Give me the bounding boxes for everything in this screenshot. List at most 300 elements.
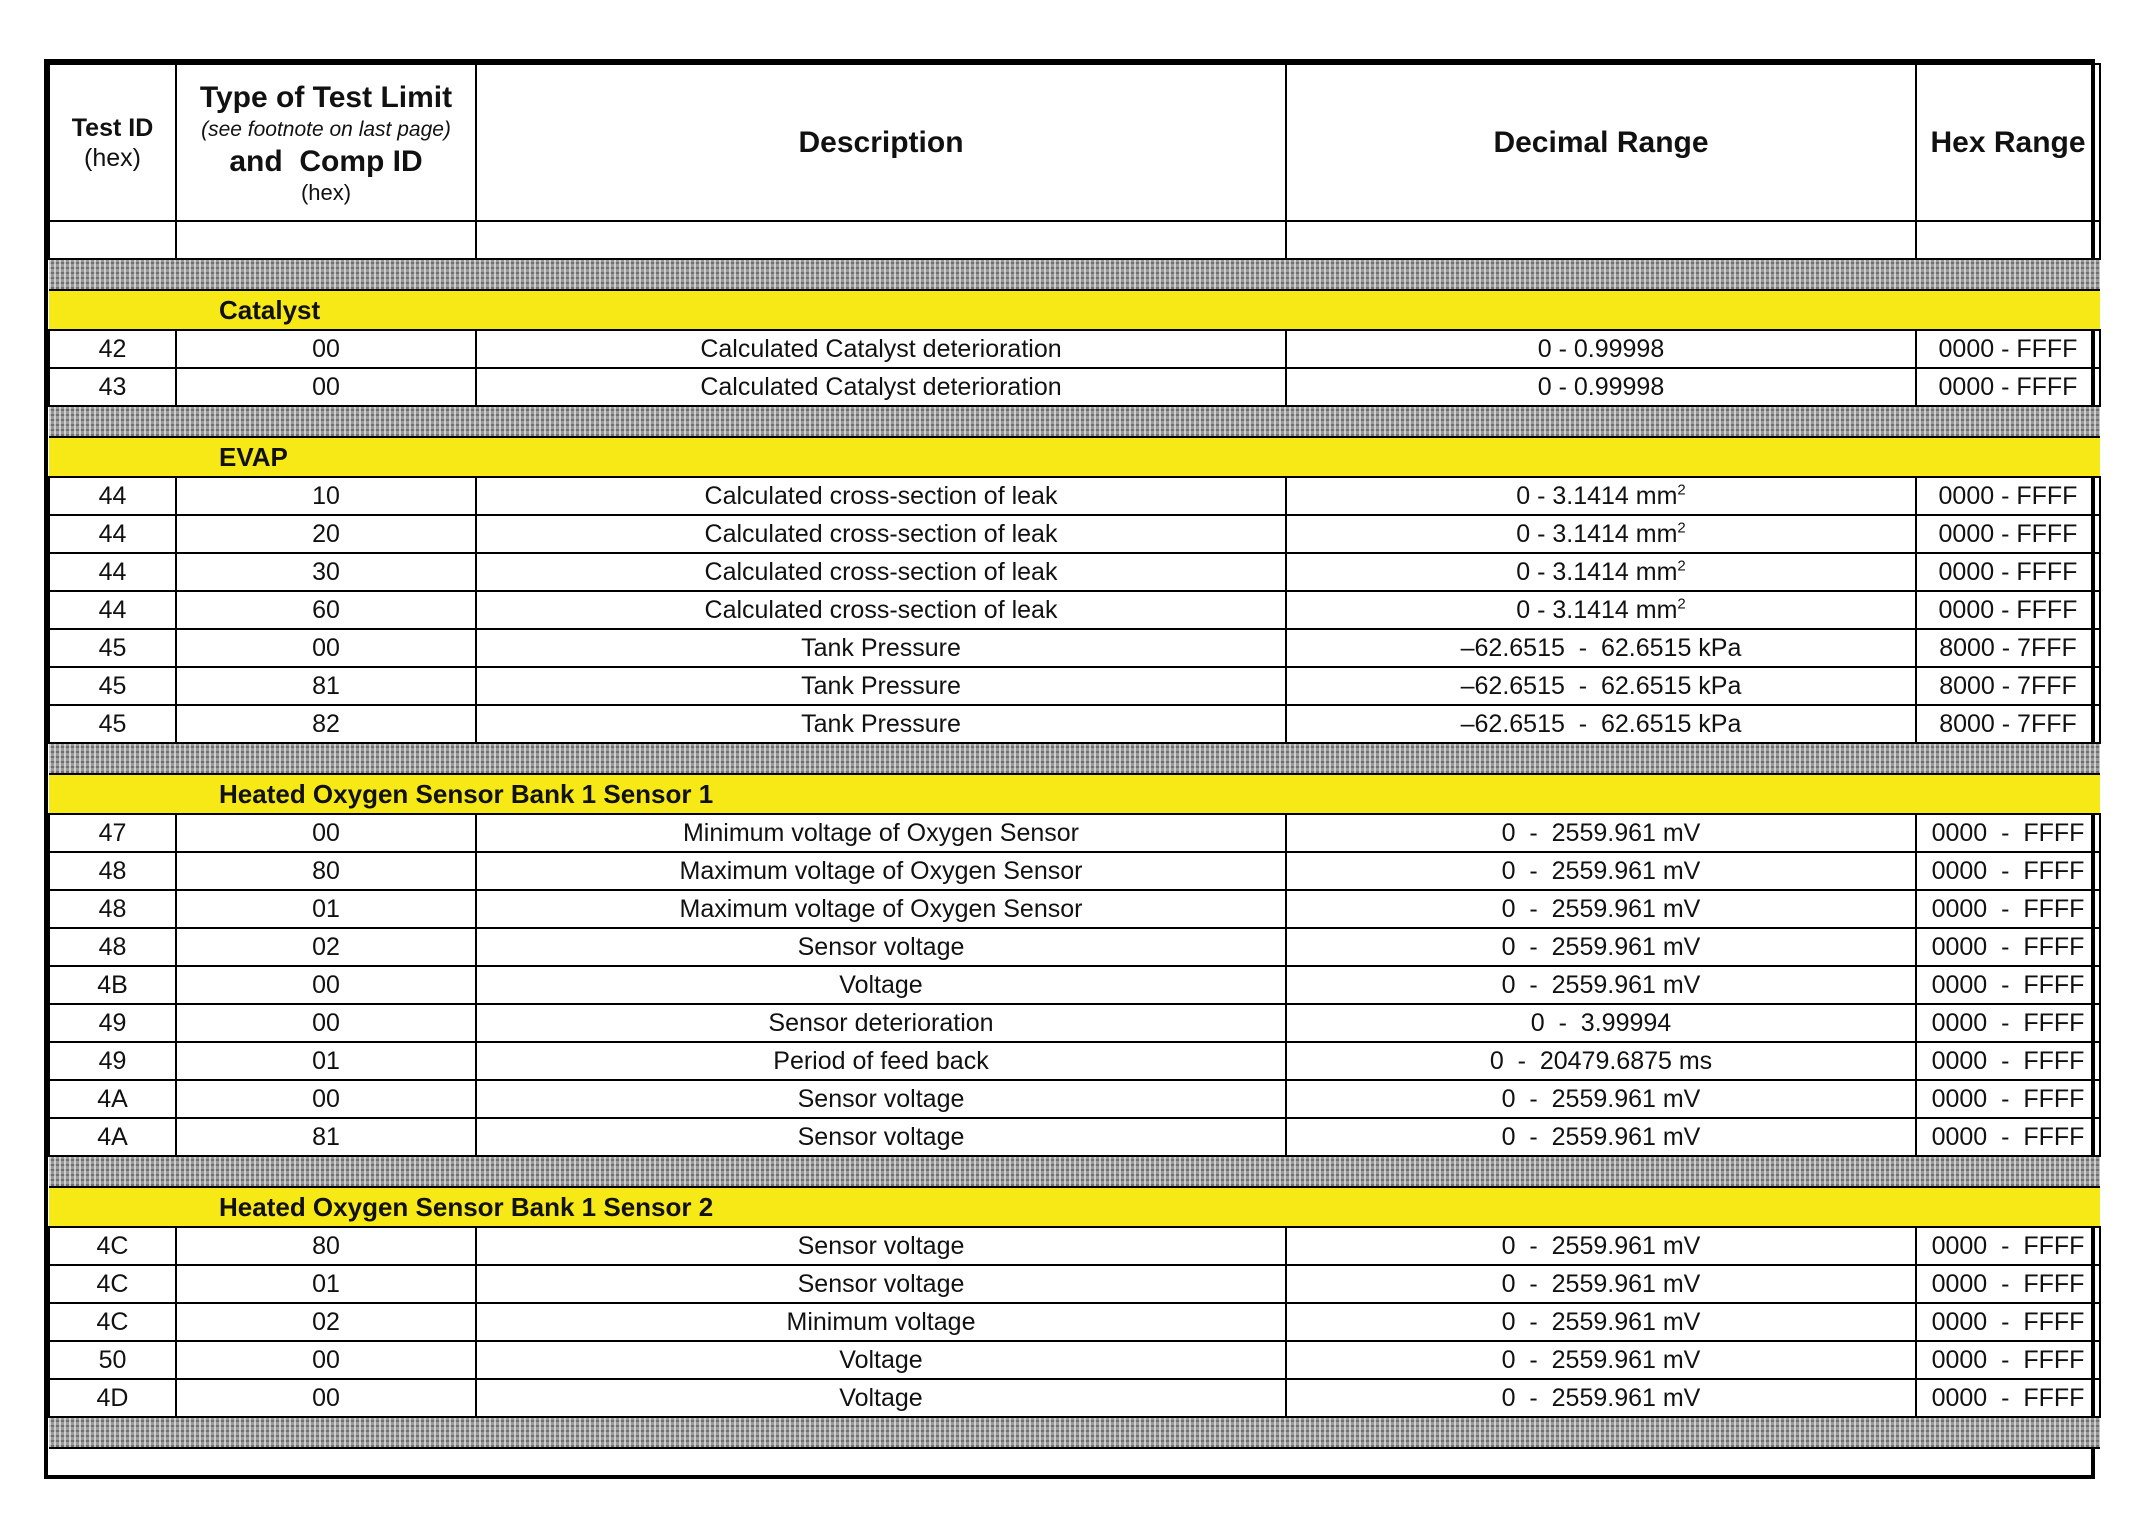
cell-hex-range <box>1916 629 2100 667</box>
cell-test-id <box>49 966 176 1004</box>
cell-decimal-range-text: –62.6515 - 62.6515 kPa <box>1460 672 1742 700</box>
cell-comp-id-text: 00 <box>312 1346 340 1374</box>
cell-test-id <box>49 1341 176 1379</box>
unit-superscript: 2 <box>1677 595 1686 613</box>
table-row <box>49 515 2100 553</box>
cell-hex-range-text: 0000 - FFFF <box>1938 520 2078 548</box>
cell-hex-range-text: 8000 - 7FFF <box>1939 710 2077 738</box>
cell-description-text: Calculated cross-section of leak <box>704 520 1058 548</box>
cell-description-text: Calculated cross-section of leak <box>704 482 1058 510</box>
cell-decimal-range-text: 0 - 2559.961 mV <box>1501 933 1701 961</box>
col-header-description: Description <box>476 64 1286 221</box>
cell-description-text: Tank Pressure <box>801 634 961 662</box>
table-row <box>49 667 2100 705</box>
cell-decimal-range <box>1286 667 1916 705</box>
unit-superscript: 2 <box>1677 481 1686 499</box>
col-header-type-comp-id <box>176 64 476 221</box>
section-header-row <box>49 437 2100 477</box>
cell-description-text: Calculated Catalyst deterioration <box>700 373 1062 401</box>
cell-hex-range-text: 0000 - FFFF <box>1938 335 2078 363</box>
table-row <box>49 705 2100 743</box>
cell-hex-range-text: 0000 - FFFF <box>1931 857 2085 885</box>
cell-test-id <box>49 1080 176 1118</box>
cell-decimal-range <box>1286 1118 1916 1156</box>
cell-test-id-text: 48 <box>98 895 127 923</box>
table-row <box>49 814 2100 852</box>
cell-comp-id-text: 00 <box>312 971 340 999</box>
cell-test-id <box>49 890 176 928</box>
cell-decimal-range-text: 0 - 2559.961 mV <box>1501 1085 1701 1113</box>
cell-comp-id-text: 02 <box>312 933 340 961</box>
test-limit-table-frame <box>44 59 2095 1479</box>
cell-decimal-range <box>1286 928 1916 966</box>
cell-description-text: Voltage <box>839 1384 923 1412</box>
cell-hex-range <box>1916 1042 2100 1080</box>
table-row <box>49 330 2100 368</box>
cell-decimal-range <box>1286 368 1916 406</box>
section-title: EVAP <box>219 441 288 472</box>
test-id-label: Test ID <box>71 113 154 142</box>
cell-comp-id-text: 81 <box>312 1123 340 1151</box>
cell-description <box>476 852 1286 890</box>
table-row <box>49 928 2100 966</box>
cell-test-id-text: 42 <box>98 335 127 363</box>
cell-hex-range <box>1916 1118 2100 1156</box>
cell-comp-id-text: 80 <box>312 1232 340 1260</box>
cell-hex-range-text: 0000 - FFFF <box>1931 933 2085 961</box>
separator-cell <box>49 743 2100 774</box>
cell-test-id-text: 45 <box>98 634 127 662</box>
cell-test-id-text: 49 <box>98 1009 127 1037</box>
cell-description <box>476 1341 1286 1379</box>
table-row <box>49 852 2100 890</box>
cell-hex-range <box>1916 667 2100 705</box>
cell-description <box>476 1265 1286 1303</box>
cell-comp-id <box>176 591 476 629</box>
cell-comp-id-text: 01 <box>312 1270 340 1298</box>
table-row <box>49 368 2100 406</box>
separator-bar <box>49 1417 2100 1448</box>
cell-test-id <box>49 1227 176 1265</box>
cell-test-id <box>49 330 176 368</box>
cell-hex-range <box>1916 1379 2100 1417</box>
cell-description <box>476 1042 1286 1080</box>
table-row <box>49 1042 2100 1080</box>
test-id-sub: (hex) <box>84 143 141 172</box>
cell-description <box>476 890 1286 928</box>
col-header-hex-range: Hex Range <box>1916 64 2100 221</box>
cell-test-id-text: 4A <box>97 1085 128 1113</box>
cell-hex-range <box>1916 852 2100 890</box>
col-header-decimal-range: Decimal Range <box>1286 64 1916 221</box>
cell-comp-id <box>176 705 476 743</box>
table-row <box>49 1227 2100 1265</box>
cell-decimal-range-text: 0 - 2559.961 mV <box>1501 895 1701 923</box>
cell-description-text: Calculated cross-section of leak <box>704 596 1058 624</box>
table-row <box>49 1004 2100 1042</box>
section-header-cell <box>49 290 2100 330</box>
cell-comp-id-text: 00 <box>312 1384 340 1412</box>
cell-decimal-range <box>1286 814 1916 852</box>
cell-test-id-text: 49 <box>98 1047 127 1075</box>
cell-hex-range <box>1916 553 2100 591</box>
cell-hex-range-text: 0000 - FFFF <box>1931 1009 2085 1037</box>
cell-description <box>476 1227 1286 1265</box>
cell-decimal-range-text: 0 - 2559.961 mV <box>1501 971 1701 999</box>
cell-description-text: Maximum voltage of Oxygen Sensor <box>679 857 1083 885</box>
cell-decimal-range <box>1286 553 1916 591</box>
cell-comp-id-text: 00 <box>312 335 340 363</box>
cell-comp-id <box>176 852 476 890</box>
cell-description <box>476 966 1286 1004</box>
cell-decimal-range-text: 0 - 20479.6875 ms <box>1489 1047 1713 1075</box>
cell-decimal-range-text: 0 - 2559.961 mV <box>1501 1232 1701 1260</box>
cell-description-text: Maximum voltage of Oxygen Sensor <box>679 895 1083 923</box>
cell-comp-id-text: 00 <box>312 373 340 401</box>
cell-hex-range <box>1916 1341 2100 1379</box>
cell-description <box>476 1379 1286 1417</box>
cell-test-id <box>49 852 176 890</box>
cell-decimal-range <box>1286 705 1916 743</box>
cell-decimal-range <box>1286 330 1916 368</box>
cell-description-text: Sensor voltage <box>797 1270 965 1298</box>
cell-decimal-range-text: 0 - 0.99998 <box>1537 335 1665 363</box>
cell-comp-id-text: 81 <box>312 672 340 700</box>
cell-test-id <box>49 591 176 629</box>
cell-decimal-range-text: 0 - 2559.961 mV <box>1501 857 1701 885</box>
cell-comp-id-text: 00 <box>312 819 340 847</box>
cell-description <box>476 667 1286 705</box>
cell-test-id-text: 44 <box>98 520 127 548</box>
cell-hex-range <box>1916 890 2100 928</box>
cell-decimal-range-text: 0 - 3.1414 mm <box>1516 520 1678 548</box>
cell-decimal-range-text: 0 - 2559.961 mV <box>1501 1270 1701 1298</box>
section-header-row <box>49 1187 2100 1227</box>
cell-test-id <box>49 705 176 743</box>
cell-comp-id <box>176 814 476 852</box>
cell-description-text: Minimum voltage <box>786 1308 976 1336</box>
cell-test-id-text: 45 <box>98 710 127 738</box>
cell-test-id <box>49 1265 176 1303</box>
cell-test-id-text: 4C <box>96 1232 129 1260</box>
cell-decimal-range <box>1286 477 1916 515</box>
cell-hex-range <box>1916 1227 2100 1265</box>
cell-description <box>476 629 1286 667</box>
table-row <box>49 553 2100 591</box>
table-row <box>49 1379 2100 1417</box>
section-title: Heated Oxygen Sensor Bank 1 Sensor 2 <box>219 1191 714 1222</box>
cell-comp-id <box>176 966 476 1004</box>
cell-description <box>476 928 1286 966</box>
blank-cell <box>49 221 176 259</box>
cell-description <box>476 1118 1286 1156</box>
test-limit-table <box>48 63 2101 1449</box>
cell-hex-range-text: 0000 - FFFF <box>1938 482 2078 510</box>
cell-comp-id <box>176 1227 476 1265</box>
cell-hex-range <box>1916 591 2100 629</box>
cell-hex-range-text: 0000 - FFFF <box>1938 596 2078 624</box>
cell-test-id <box>49 368 176 406</box>
cell-comp-id-text: 82 <box>312 710 340 738</box>
cell-comp-id-text: 80 <box>312 857 340 885</box>
cell-hex-range-text: 8000 - 7FFF <box>1939 634 2077 662</box>
cell-hex-range <box>1916 477 2100 515</box>
cell-comp-id <box>176 928 476 966</box>
cell-comp-id <box>176 1080 476 1118</box>
cell-test-id-text: 4B <box>97 971 128 999</box>
cell-description <box>476 1004 1286 1042</box>
cell-comp-id <box>176 667 476 705</box>
cell-description <box>476 591 1286 629</box>
cell-test-id-text: 50 <box>98 1346 127 1374</box>
blank-cell <box>176 221 476 259</box>
table-row <box>49 1341 2100 1379</box>
table-header-row <box>49 64 2100 221</box>
cell-description-text: Calculated cross-section of leak <box>704 558 1058 586</box>
cell-hex-range-text: 0000 - FFFF <box>1931 1384 2085 1412</box>
cell-description-text: Tank Pressure <box>801 672 961 700</box>
cell-comp-id-text: 02 <box>312 1308 340 1336</box>
cell-test-id-text: 4A <box>97 1123 128 1151</box>
blank-row <box>49 221 2100 259</box>
cell-hex-range <box>1916 330 2100 368</box>
cell-description-text: Minimum voltage of Oxygen Sensor <box>682 819 1079 847</box>
cell-hex-range-text: 0000 - FFFF <box>1938 373 2078 401</box>
cell-decimal-range <box>1286 1080 1916 1118</box>
cell-test-id-text: 47 <box>98 819 127 847</box>
separator-cell <box>49 1156 2100 1187</box>
cell-description <box>476 330 1286 368</box>
cell-comp-id <box>176 1042 476 1080</box>
cell-comp-id-text: 30 <box>312 558 340 586</box>
comp-id-label: and Comp ID <box>229 144 423 178</box>
cell-description <box>476 705 1286 743</box>
cell-hex-range-text: 0000 - FFFF <box>1931 1123 2085 1151</box>
cell-decimal-range <box>1286 1042 1916 1080</box>
cell-comp-id <box>176 1379 476 1417</box>
cell-hex-range-text: 8000 - 7FFF <box>1939 672 2077 700</box>
cell-test-id-text: 4D <box>96 1384 129 1412</box>
cell-decimal-range-text: 0 - 2559.961 mV <box>1501 1384 1701 1412</box>
table-row <box>49 1118 2100 1156</box>
cell-hex-range-text: 0000 - FFFF <box>1931 1047 2085 1075</box>
cell-test-id <box>49 667 176 705</box>
cell-decimal-range <box>1286 852 1916 890</box>
cell-decimal-range <box>1286 1379 1916 1417</box>
cell-hex-range <box>1916 1265 2100 1303</box>
cell-description <box>476 368 1286 406</box>
cell-comp-id <box>176 629 476 667</box>
cell-description-text: Sensor voltage <box>797 1232 965 1260</box>
cell-test-id-text: 43 <box>98 373 127 401</box>
cell-hex-range <box>1916 1004 2100 1042</box>
cell-comp-id <box>176 1303 476 1341</box>
cell-test-id <box>49 515 176 553</box>
table-row <box>49 1303 2100 1341</box>
cell-hex-range <box>1916 966 2100 1004</box>
cell-test-id-text: 44 <box>98 596 127 624</box>
cell-test-id-text: 48 <box>98 857 127 885</box>
cell-decimal-range <box>1286 1227 1916 1265</box>
cell-description <box>476 515 1286 553</box>
separator-bar <box>49 743 2100 774</box>
cell-hex-range <box>1916 705 2100 743</box>
cell-test-id-text: 48 <box>98 933 127 961</box>
cell-comp-id-text: 20 <box>312 520 340 548</box>
cell-description-text: Sensor voltage <box>797 1085 965 1113</box>
blank-cell <box>476 221 1286 259</box>
cell-decimal-range <box>1286 1341 1916 1379</box>
type-label: Type of Test Limit <box>199 80 453 114</box>
blank-cell <box>1286 221 1916 259</box>
cell-hex-range-text: 0000 - FFFF <box>1931 1270 2085 1298</box>
cell-test-id-text: 4C <box>96 1270 129 1298</box>
section-header-cell <box>49 1187 2100 1227</box>
cell-description <box>476 814 1286 852</box>
cell-comp-id <box>176 1341 476 1379</box>
cell-comp-id-text: 60 <box>312 596 340 624</box>
cell-hex-range-text: 0000 - FFFF <box>1938 558 2078 586</box>
cell-hex-range <box>1916 814 2100 852</box>
separator-cell <box>49 259 2100 290</box>
table-row <box>49 966 2100 1004</box>
cell-decimal-range-text: –62.6515 - 62.6515 kPa <box>1460 710 1742 738</box>
table-row <box>49 890 2100 928</box>
cell-hex-range-text: 0000 - FFFF <box>1931 1085 2085 1113</box>
cell-decimal-range-text: 0 - 3.1414 mm <box>1516 558 1678 586</box>
table-row <box>49 629 2100 667</box>
section-header-row <box>49 774 2100 814</box>
cell-test-id <box>49 1379 176 1417</box>
cell-comp-id <box>176 553 476 591</box>
cell-description-text: Period of feed back <box>773 1047 989 1075</box>
cell-description <box>476 1303 1286 1341</box>
cell-description-text: Sensor voltage <box>797 1123 965 1151</box>
cell-hex-range <box>1916 1303 2100 1341</box>
cell-comp-id <box>176 330 476 368</box>
cell-test-id <box>49 1118 176 1156</box>
cell-decimal-range-text: 0 - 3.1414 mm <box>1516 482 1678 510</box>
type-footnote: (see footnote on last page) <box>201 117 451 141</box>
separator-bar <box>49 406 2100 437</box>
cell-decimal-range-text: 0 - 2559.961 mV <box>1501 1308 1701 1336</box>
cell-description-text: Voltage <box>839 1346 923 1374</box>
cell-decimal-range <box>1286 629 1916 667</box>
table-row <box>49 477 2100 515</box>
cell-hex-range <box>1916 928 2100 966</box>
cell-comp-id-text: 00 <box>312 1009 340 1037</box>
cell-decimal-range <box>1286 1265 1916 1303</box>
cell-test-id-text: 44 <box>98 558 127 586</box>
cell-description-text: Voltage <box>839 971 923 999</box>
cell-test-id-text: 44 <box>98 482 127 510</box>
separator-cell <box>49 1417 2100 1448</box>
cell-hex-range <box>1916 515 2100 553</box>
section-header-cell <box>49 437 2100 477</box>
cell-comp-id-text: 10 <box>312 482 340 510</box>
cell-test-id <box>49 1004 176 1042</box>
cell-decimal-range-text: 0 - 3.1414 mm <box>1516 596 1678 624</box>
cell-test-id <box>49 928 176 966</box>
cell-comp-id <box>176 1004 476 1042</box>
cell-comp-id-text: 01 <box>312 1047 340 1075</box>
cell-decimal-range <box>1286 890 1916 928</box>
cell-comp-id-text: 01 <box>312 895 340 923</box>
cell-decimal-range <box>1286 591 1916 629</box>
cell-hex-range <box>1916 368 2100 406</box>
cell-comp-id <box>176 1265 476 1303</box>
cell-comp-id <box>176 477 476 515</box>
cell-hex-range-text: 0000 - FFFF <box>1931 1308 2085 1336</box>
cell-decimal-range <box>1286 966 1916 1004</box>
cell-hex-range-text: 0000 - FFFF <box>1931 819 2085 847</box>
section-title: Heated Oxygen Sensor Bank 1 Sensor 1 <box>219 778 714 809</box>
cell-hex-range-text: 0000 - FFFF <box>1931 1346 2085 1374</box>
cell-decimal-range <box>1286 1303 1916 1341</box>
cell-decimal-range-text: 0 - 2559.961 mV <box>1501 819 1701 847</box>
cell-test-id <box>49 477 176 515</box>
cell-description <box>476 1080 1286 1118</box>
table-body <box>49 259 2100 1448</box>
cell-test-id-text: 45 <box>98 672 127 700</box>
cell-comp-id <box>176 1118 476 1156</box>
cell-description <box>476 553 1286 591</box>
cell-decimal-range-text: 0 - 2559.961 mV <box>1501 1346 1701 1374</box>
cell-test-id <box>49 814 176 852</box>
cell-description-text: Calculated Catalyst deterioration <box>700 335 1062 363</box>
table-row <box>49 1080 2100 1118</box>
comp-id-sub: (hex) <box>300 179 352 205</box>
cell-description-text: Sensor deterioration <box>768 1009 994 1037</box>
section-header-cell <box>49 774 2100 814</box>
cell-hex-range-text: 0000 - FFFF <box>1931 1232 2085 1260</box>
cell-test-id <box>49 629 176 667</box>
cell-decimal-range-text: –62.6515 - 62.6515 kPa <box>1460 634 1742 662</box>
unit-superscript: 2 <box>1677 557 1686 575</box>
cell-description <box>476 477 1286 515</box>
cell-comp-id-text: 00 <box>312 1085 340 1113</box>
cell-decimal-range <box>1286 515 1916 553</box>
cell-test-id <box>49 1303 176 1341</box>
section-title: Catalyst <box>219 294 321 325</box>
cell-comp-id <box>176 368 476 406</box>
table-row <box>49 591 2100 629</box>
separator-bar <box>49 1156 2100 1187</box>
cell-decimal-range-text: 0 - 2559.961 mV <box>1501 1123 1701 1151</box>
cell-hex-range-text: 0000 - FFFF <box>1931 895 2085 923</box>
cell-test-id <box>49 553 176 591</box>
blank-cell <box>1916 221 2100 259</box>
cell-comp-id <box>176 890 476 928</box>
col-header-test-id <box>49 64 176 221</box>
cell-test-id <box>49 1042 176 1080</box>
cell-hex-range <box>1916 1080 2100 1118</box>
cell-test-id-text: 4C <box>96 1308 129 1336</box>
cell-hex-range-text: 0000 - FFFF <box>1931 971 2085 999</box>
separator-cell <box>49 406 2100 437</box>
unit-superscript: 2 <box>1677 519 1686 537</box>
cell-comp-id <box>176 515 476 553</box>
separator-bar <box>49 259 2100 290</box>
cell-decimal-range-text: 0 - 0.99998 <box>1537 373 1665 401</box>
cell-decimal-range-text: 0 - 3.99994 <box>1530 1009 1672 1037</box>
cell-description-text: Tank Pressure <box>801 710 961 738</box>
cell-description-text: Sensor voltage <box>797 933 965 961</box>
table-row <box>49 1265 2100 1303</box>
cell-comp-id-text: 00 <box>312 634 340 662</box>
cell-decimal-range <box>1286 1004 1916 1042</box>
section-header-row <box>49 290 2100 330</box>
